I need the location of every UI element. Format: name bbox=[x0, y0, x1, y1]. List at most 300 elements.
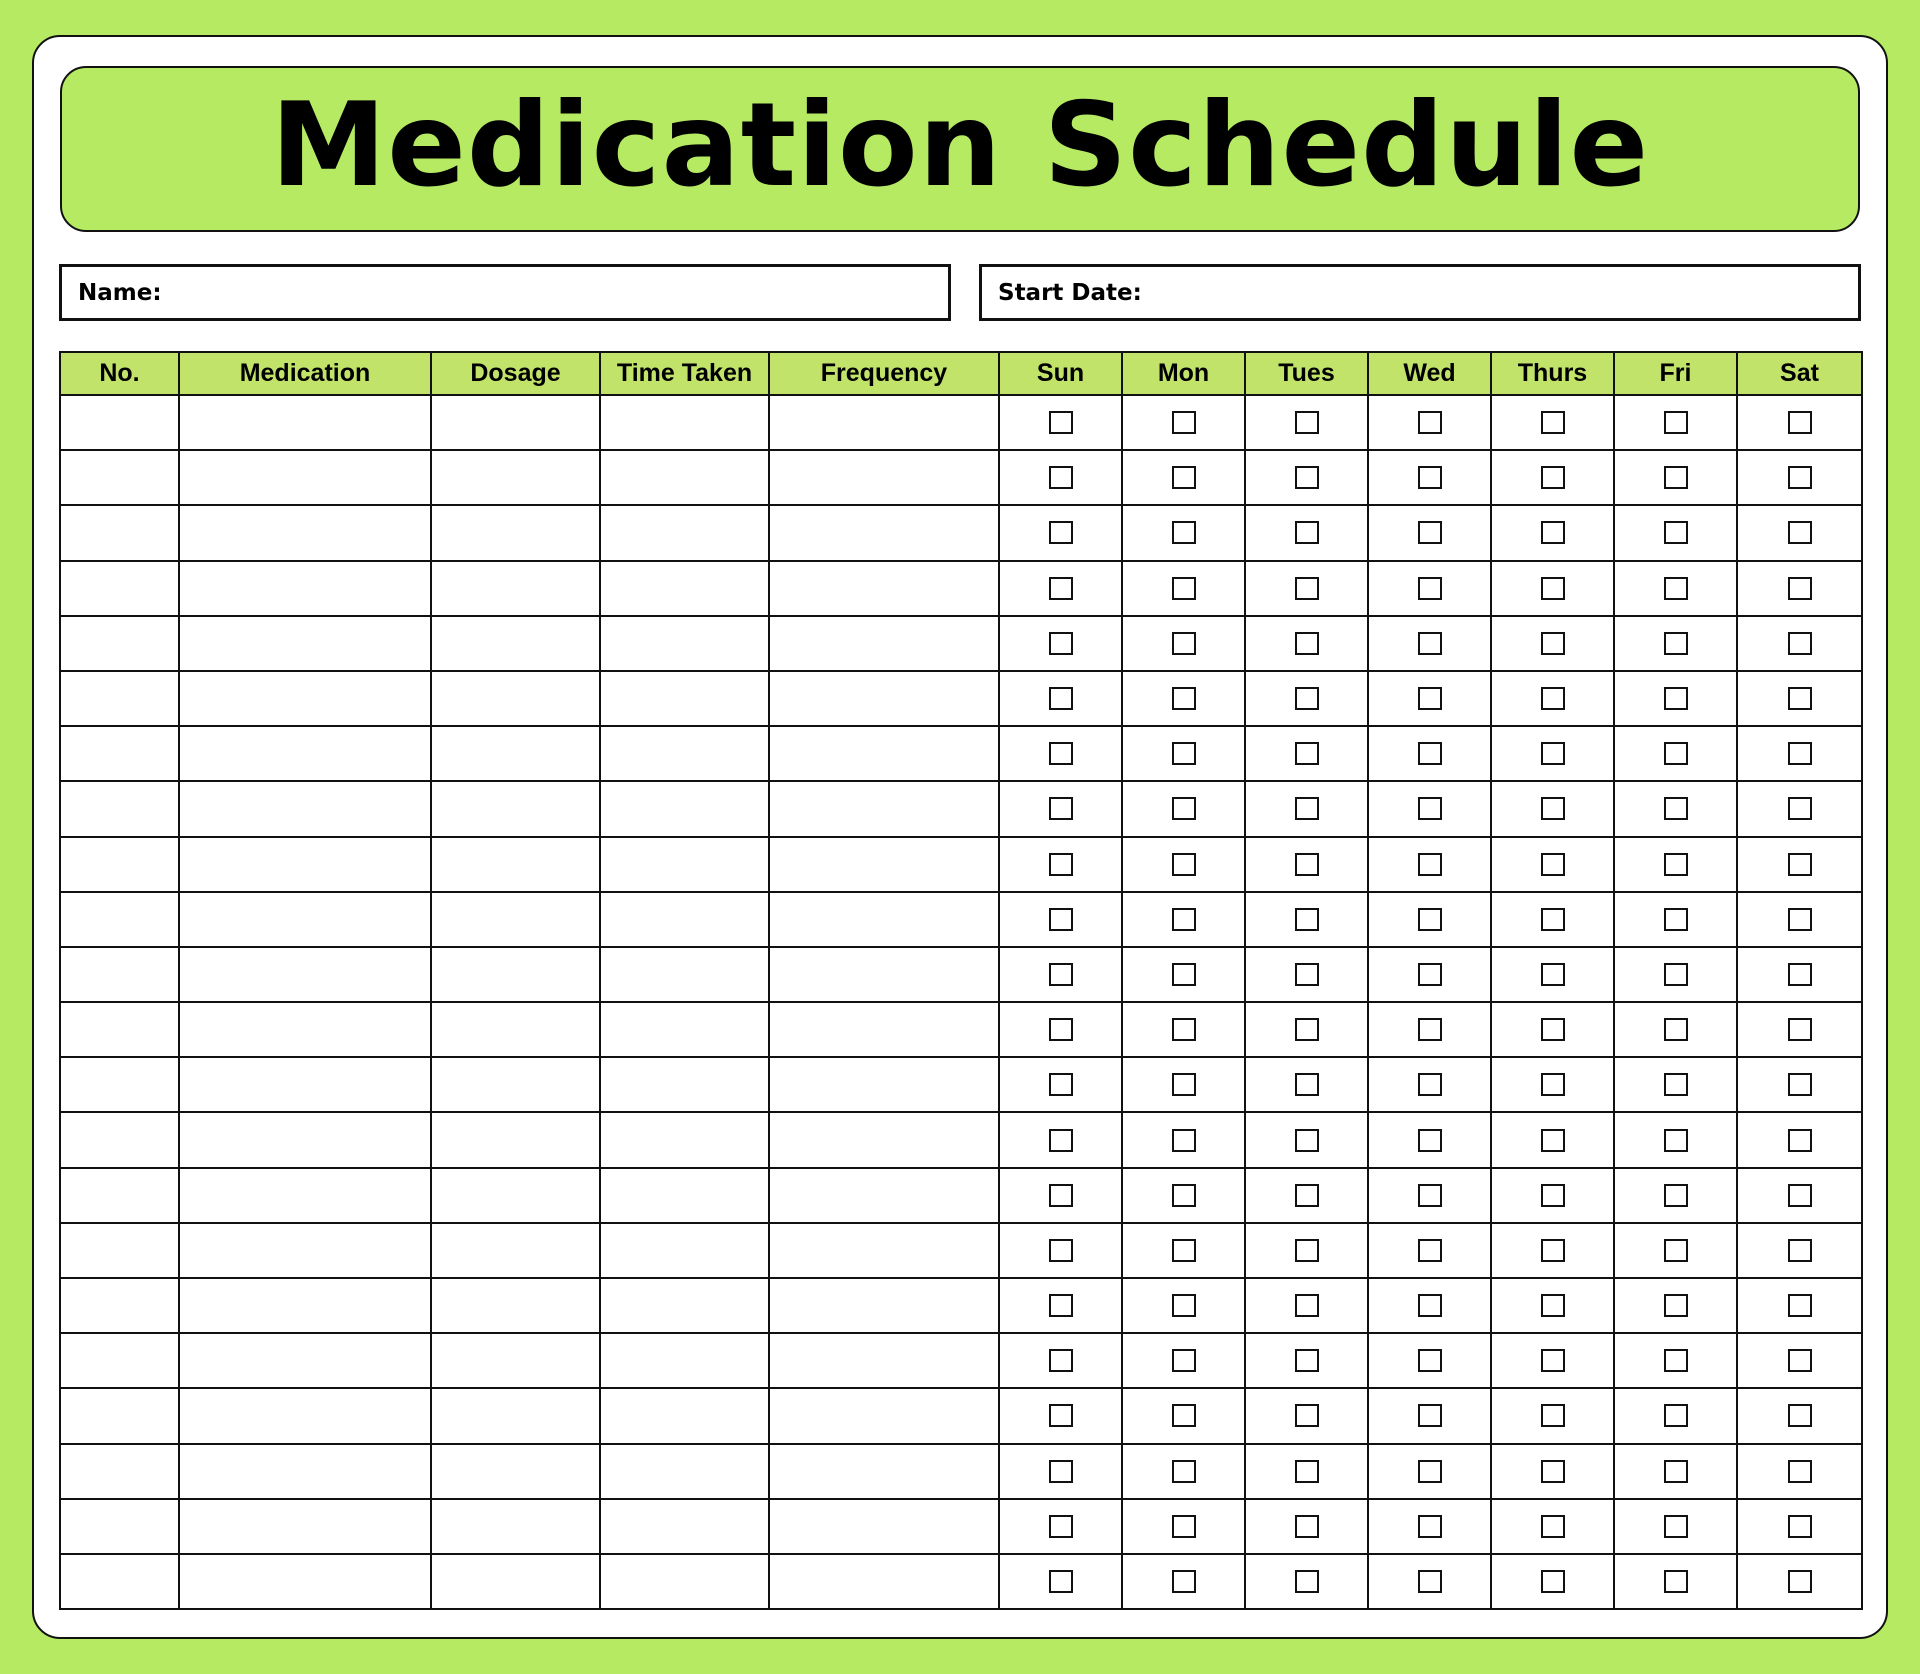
checkbox-fri[interactable] bbox=[1664, 1349, 1688, 1372]
checkbox-sat[interactable] bbox=[1788, 1294, 1812, 1317]
cell-medication[interactable] bbox=[179, 1499, 431, 1554]
checkbox-sun[interactable] bbox=[1049, 577, 1073, 600]
cell-time-taken[interactable] bbox=[600, 1223, 769, 1278]
cell-tues bbox=[1245, 947, 1368, 1002]
checkbox-sat[interactable] bbox=[1788, 1018, 1812, 1041]
cell-medication[interactable] bbox=[179, 1057, 431, 1112]
cell-dosage[interactable] bbox=[431, 1168, 600, 1223]
cell-no[interactable] bbox=[60, 1388, 179, 1443]
cell-time-taken[interactable] bbox=[600, 1499, 769, 1554]
cell-thurs bbox=[1491, 671, 1614, 726]
name-input[interactable] bbox=[162, 266, 948, 319]
cell-frequency[interactable] bbox=[769, 505, 999, 560]
checkbox-wed[interactable] bbox=[1418, 521, 1442, 544]
checkbox-fri[interactable] bbox=[1664, 963, 1688, 986]
cell-sat bbox=[1737, 1499, 1862, 1554]
checkbox-wed[interactable] bbox=[1418, 742, 1442, 765]
checkbox-fri[interactable] bbox=[1664, 1073, 1688, 1096]
checkbox-tues[interactable] bbox=[1295, 853, 1319, 876]
checkbox-tues[interactable] bbox=[1295, 1129, 1319, 1152]
checkbox-sat[interactable] bbox=[1788, 577, 1812, 600]
cell-time-taken[interactable] bbox=[600, 395, 769, 450]
checkbox-wed[interactable] bbox=[1418, 687, 1442, 710]
cell-dosage[interactable] bbox=[431, 726, 600, 781]
checkbox-fri[interactable] bbox=[1664, 466, 1688, 489]
checkbox-thurs[interactable] bbox=[1541, 853, 1565, 876]
checkbox-thurs[interactable] bbox=[1541, 1018, 1565, 1041]
cell-no[interactable] bbox=[60, 892, 179, 947]
checkbox-mon[interactable] bbox=[1172, 1349, 1196, 1372]
checkbox-sat[interactable] bbox=[1788, 687, 1812, 710]
checkbox-tues[interactable] bbox=[1295, 1294, 1319, 1317]
checkbox-tues[interactable] bbox=[1295, 797, 1319, 820]
checkbox-tues[interactable] bbox=[1295, 742, 1319, 765]
cell-medication[interactable] bbox=[179, 837, 431, 892]
cell-time-taken[interactable] bbox=[600, 1333, 769, 1388]
checkbox-sat[interactable] bbox=[1788, 411, 1812, 434]
checkbox-wed[interactable] bbox=[1418, 411, 1442, 434]
checkbox-wed[interactable] bbox=[1418, 853, 1442, 876]
checkbox-tues[interactable] bbox=[1295, 521, 1319, 544]
checkbox-wed[interactable] bbox=[1418, 1184, 1442, 1207]
cell-no[interactable] bbox=[60, 561, 179, 616]
checkbox-fri[interactable] bbox=[1664, 577, 1688, 600]
cell-medication[interactable] bbox=[179, 1333, 431, 1388]
checkbox-wed[interactable] bbox=[1418, 466, 1442, 489]
cell-fri bbox=[1614, 616, 1737, 671]
cell-no[interactable] bbox=[60, 616, 179, 671]
cell-dosage[interactable] bbox=[431, 1002, 600, 1057]
checkbox-sun[interactable] bbox=[1049, 1018, 1073, 1041]
checkbox-thurs[interactable] bbox=[1541, 687, 1565, 710]
cell-time-taken[interactable] bbox=[600, 781, 769, 836]
checkbox-sun[interactable] bbox=[1049, 1515, 1073, 1538]
checkbox-mon[interactable] bbox=[1172, 853, 1196, 876]
cell-sat bbox=[1737, 1388, 1862, 1443]
checkbox-sun[interactable] bbox=[1049, 411, 1073, 434]
cell-dosage[interactable] bbox=[431, 395, 600, 450]
checkbox-tues[interactable] bbox=[1295, 1460, 1319, 1483]
cell-fri bbox=[1614, 561, 1737, 616]
checkbox-sat[interactable] bbox=[1788, 1073, 1812, 1096]
cell-no[interactable] bbox=[60, 947, 179, 1002]
cell-dosage[interactable] bbox=[431, 781, 600, 836]
start-date-field[interactable] bbox=[979, 264, 1861, 321]
checkbox-sun[interactable] bbox=[1049, 1349, 1073, 1372]
cell-no[interactable] bbox=[60, 1223, 179, 1278]
cell-frequency[interactable] bbox=[769, 1333, 999, 1388]
cell-medication[interactable] bbox=[179, 1223, 431, 1278]
cell-time-taken[interactable] bbox=[600, 1388, 769, 1443]
checkbox-sun[interactable] bbox=[1049, 963, 1073, 986]
cell-sat bbox=[1737, 1112, 1862, 1167]
cell-no[interactable] bbox=[60, 395, 179, 450]
checkbox-sat[interactable] bbox=[1788, 1129, 1812, 1152]
checkbox-fri[interactable] bbox=[1664, 1515, 1688, 1538]
checkbox-tues[interactable] bbox=[1295, 632, 1319, 655]
cell-time-taken[interactable] bbox=[600, 1444, 769, 1499]
checkbox-sat[interactable] bbox=[1788, 963, 1812, 986]
checkbox-mon[interactable] bbox=[1172, 577, 1196, 600]
cell-sat bbox=[1737, 892, 1862, 947]
cell-sun bbox=[999, 1223, 1122, 1278]
cell-mon bbox=[1122, 1499, 1245, 1554]
cell-mon bbox=[1122, 561, 1245, 616]
checkbox-sun[interactable] bbox=[1049, 1570, 1073, 1593]
checkbox-thurs[interactable] bbox=[1541, 411, 1565, 434]
cell-thurs bbox=[1491, 1444, 1614, 1499]
checkbox-mon[interactable] bbox=[1172, 1018, 1196, 1041]
cell-no[interactable] bbox=[60, 1499, 179, 1554]
checkbox-mon[interactable] bbox=[1172, 742, 1196, 765]
checkbox-sat[interactable] bbox=[1788, 742, 1812, 765]
checkbox-mon[interactable] bbox=[1172, 632, 1196, 655]
checkbox-mon[interactable] bbox=[1172, 687, 1196, 710]
checkbox-mon[interactable] bbox=[1172, 1294, 1196, 1317]
checkbox-sat[interactable] bbox=[1788, 1570, 1812, 1593]
checkbox-wed[interactable] bbox=[1418, 963, 1442, 986]
checkbox-sun[interactable] bbox=[1049, 687, 1073, 710]
checkbox-sun[interactable] bbox=[1049, 521, 1073, 544]
cell-no[interactable] bbox=[60, 1444, 179, 1499]
cell-medication[interactable] bbox=[179, 616, 431, 671]
checkbox-mon[interactable] bbox=[1172, 1515, 1196, 1538]
cell-time-taken[interactable] bbox=[600, 561, 769, 616]
checkbox-sun[interactable] bbox=[1049, 1239, 1073, 1262]
cell-tues bbox=[1245, 505, 1368, 560]
cell-medication[interactable] bbox=[179, 1168, 431, 1223]
checkbox-fri[interactable] bbox=[1664, 1404, 1688, 1427]
checkbox-sun[interactable] bbox=[1049, 466, 1073, 489]
cell-wed bbox=[1368, 1499, 1491, 1554]
checkbox-wed[interactable] bbox=[1418, 797, 1442, 820]
cell-frequency[interactable] bbox=[769, 450, 999, 505]
cell-frequency[interactable] bbox=[769, 616, 999, 671]
checkbox-fri[interactable] bbox=[1664, 1570, 1688, 1593]
cell-no[interactable] bbox=[60, 1112, 179, 1167]
cell-dosage[interactable] bbox=[431, 616, 600, 671]
cell-time-taken[interactable] bbox=[600, 1554, 769, 1609]
checkbox-tues[interactable] bbox=[1295, 1018, 1319, 1041]
cell-medication[interactable] bbox=[179, 505, 431, 560]
cell-frequency[interactable] bbox=[769, 1112, 999, 1167]
cell-mon bbox=[1122, 450, 1245, 505]
checkbox-wed[interactable] bbox=[1418, 1129, 1442, 1152]
col-header-medication: Medication bbox=[179, 352, 431, 395]
cell-frequency[interactable] bbox=[769, 1168, 999, 1223]
cell-thurs bbox=[1491, 947, 1614, 1002]
checkbox-tues[interactable] bbox=[1295, 466, 1319, 489]
checkbox-thurs[interactable] bbox=[1541, 1184, 1565, 1207]
cell-dosage[interactable] bbox=[431, 1057, 600, 1112]
checkbox-tues[interactable] bbox=[1295, 1570, 1319, 1593]
cell-frequency[interactable] bbox=[769, 781, 999, 836]
checkbox-sat[interactable] bbox=[1788, 521, 1812, 544]
cell-frequency[interactable] bbox=[769, 395, 999, 450]
cell-dosage[interactable] bbox=[431, 671, 600, 726]
cell-time-taken[interactable] bbox=[600, 837, 769, 892]
checkbox-thurs[interactable] bbox=[1541, 577, 1565, 600]
cell-medication[interactable] bbox=[179, 1002, 431, 1057]
cell-medication[interactable] bbox=[179, 671, 431, 726]
checkbox-mon[interactable] bbox=[1172, 521, 1196, 544]
cell-thurs bbox=[1491, 1223, 1614, 1278]
cell-dosage[interactable] bbox=[431, 1444, 600, 1499]
checkbox-wed[interactable] bbox=[1418, 1404, 1442, 1427]
cell-dosage[interactable] bbox=[431, 947, 600, 1002]
cell-frequency[interactable] bbox=[769, 1278, 999, 1333]
cell-frequency[interactable] bbox=[769, 726, 999, 781]
checkbox-fri[interactable] bbox=[1664, 1018, 1688, 1041]
cell-sun bbox=[999, 1002, 1122, 1057]
checkbox-thurs[interactable] bbox=[1541, 1239, 1565, 1262]
checkbox-sun[interactable] bbox=[1049, 1073, 1073, 1096]
checkbox-wed[interactable] bbox=[1418, 632, 1442, 655]
checkbox-fri[interactable] bbox=[1664, 742, 1688, 765]
cell-dosage[interactable] bbox=[431, 1554, 600, 1609]
checkbox-mon[interactable] bbox=[1172, 411, 1196, 434]
cell-frequency[interactable] bbox=[769, 1002, 999, 1057]
cell-medication[interactable] bbox=[179, 781, 431, 836]
cell-medication[interactable] bbox=[179, 947, 431, 1002]
checkbox-mon[interactable] bbox=[1172, 908, 1196, 931]
cell-time-taken[interactable] bbox=[600, 505, 769, 560]
cell-thurs bbox=[1491, 1554, 1614, 1609]
cell-fri bbox=[1614, 1223, 1737, 1278]
cell-thurs bbox=[1491, 1333, 1614, 1388]
checkbox-thurs[interactable] bbox=[1541, 1460, 1565, 1483]
checkbox-fri[interactable] bbox=[1664, 1184, 1688, 1207]
cell-frequency[interactable] bbox=[769, 1223, 999, 1278]
cell-dosage[interactable] bbox=[431, 561, 600, 616]
checkbox-fri[interactable] bbox=[1664, 632, 1688, 655]
cell-no[interactable] bbox=[60, 781, 179, 836]
checkbox-tues[interactable] bbox=[1295, 1404, 1319, 1427]
checkbox-tues[interactable] bbox=[1295, 1349, 1319, 1372]
checkbox-tues[interactable] bbox=[1295, 1239, 1319, 1262]
cell-no[interactable] bbox=[60, 1278, 179, 1333]
cell-no[interactable] bbox=[60, 726, 179, 781]
cell-frequency[interactable] bbox=[769, 1444, 999, 1499]
checkbox-sun[interactable] bbox=[1049, 1460, 1073, 1483]
checkbox-thurs[interactable] bbox=[1541, 963, 1565, 986]
checkbox-mon[interactable] bbox=[1172, 466, 1196, 489]
cell-medication[interactable] bbox=[179, 1444, 431, 1499]
cell-time-taken[interactable] bbox=[600, 1002, 769, 1057]
checkbox-sat[interactable] bbox=[1788, 1460, 1812, 1483]
cell-frequency[interactable] bbox=[769, 561, 999, 616]
checkbox-sun[interactable] bbox=[1049, 908, 1073, 931]
checkbox-fri[interactable] bbox=[1664, 1239, 1688, 1262]
cell-frequency[interactable] bbox=[769, 671, 999, 726]
cell-medication[interactable] bbox=[179, 395, 431, 450]
cell-dosage[interactable] bbox=[431, 450, 600, 505]
checkbox-tues[interactable] bbox=[1295, 577, 1319, 600]
name-field[interactable] bbox=[59, 264, 951, 321]
cell-sat bbox=[1737, 450, 1862, 505]
checkbox-sun[interactable] bbox=[1049, 797, 1073, 820]
checkbox-fri[interactable] bbox=[1664, 1460, 1688, 1483]
cell-dosage[interactable] bbox=[431, 1112, 600, 1167]
checkbox-tues[interactable] bbox=[1295, 1073, 1319, 1096]
checkbox-mon[interactable] bbox=[1172, 1570, 1196, 1593]
checkbox-thurs[interactable] bbox=[1541, 908, 1565, 931]
checkbox-sun[interactable] bbox=[1049, 1294, 1073, 1317]
checkbox-thurs[interactable] bbox=[1541, 797, 1565, 820]
checkbox-thurs[interactable] bbox=[1541, 1294, 1565, 1317]
checkbox-sat[interactable] bbox=[1788, 853, 1812, 876]
cell-no[interactable] bbox=[60, 1168, 179, 1223]
cell-frequency[interactable] bbox=[769, 892, 999, 947]
checkbox-tues[interactable] bbox=[1295, 1184, 1319, 1207]
checkbox-mon[interactable] bbox=[1172, 1404, 1196, 1427]
checkbox-sun[interactable] bbox=[1049, 853, 1073, 876]
cell-thurs bbox=[1491, 1388, 1614, 1443]
checkbox-wed[interactable] bbox=[1418, 1073, 1442, 1096]
start-date-input[interactable] bbox=[1142, 266, 1858, 319]
checkbox-mon[interactable] bbox=[1172, 1184, 1196, 1207]
cell-time-taken[interactable] bbox=[600, 1168, 769, 1223]
cell-time-taken[interactable] bbox=[600, 726, 769, 781]
checkbox-sat[interactable] bbox=[1788, 1349, 1812, 1372]
cell-no[interactable] bbox=[60, 837, 179, 892]
cell-dosage[interactable] bbox=[431, 1278, 600, 1333]
cell-medication[interactable] bbox=[179, 1278, 431, 1333]
cell-no[interactable] bbox=[60, 1057, 179, 1112]
checkbox-sun[interactable] bbox=[1049, 1129, 1073, 1152]
checkbox-mon[interactable] bbox=[1172, 1460, 1196, 1483]
checkbox-thurs[interactable] bbox=[1541, 1515, 1565, 1538]
checkbox-sat[interactable] bbox=[1788, 1515, 1812, 1538]
cell-no[interactable] bbox=[60, 450, 179, 505]
cell-frequency[interactable] bbox=[769, 1554, 999, 1609]
cell-thurs bbox=[1491, 1499, 1614, 1554]
cell-frequency[interactable] bbox=[769, 837, 999, 892]
checkbox-fri[interactable] bbox=[1664, 1294, 1688, 1317]
checkbox-wed[interactable] bbox=[1418, 1570, 1442, 1593]
checkbox-fri[interactable] bbox=[1664, 908, 1688, 931]
checkbox-thurs[interactable] bbox=[1541, 1129, 1565, 1152]
checkbox-thurs[interactable] bbox=[1541, 1349, 1565, 1372]
checkbox-sat[interactable] bbox=[1788, 1404, 1812, 1427]
checkbox-sun[interactable] bbox=[1049, 742, 1073, 765]
cell-dosage[interactable] bbox=[431, 1388, 600, 1443]
checkbox-fri[interactable] bbox=[1664, 521, 1688, 544]
checkbox-tues[interactable] bbox=[1295, 411, 1319, 434]
checkbox-wed[interactable] bbox=[1418, 1294, 1442, 1317]
checkbox-mon[interactable] bbox=[1172, 1129, 1196, 1152]
cell-time-taken[interactable] bbox=[600, 1278, 769, 1333]
cell-no[interactable] bbox=[60, 1554, 179, 1609]
checkbox-tues[interactable] bbox=[1295, 1515, 1319, 1538]
checkbox-thurs[interactable] bbox=[1541, 1073, 1565, 1096]
checkbox-tues[interactable] bbox=[1295, 963, 1319, 986]
checkbox-sat[interactable] bbox=[1788, 466, 1812, 489]
cell-dosage[interactable] bbox=[431, 1499, 600, 1554]
checkbox-fri[interactable] bbox=[1664, 687, 1688, 710]
checkbox-mon[interactable] bbox=[1172, 963, 1196, 986]
cell-time-taken[interactable] bbox=[600, 892, 769, 947]
cell-no[interactable] bbox=[60, 671, 179, 726]
checkbox-wed[interactable] bbox=[1418, 1460, 1442, 1483]
cell-no[interactable] bbox=[60, 1333, 179, 1388]
table-row bbox=[60, 1223, 1862, 1278]
cell-dosage[interactable] bbox=[431, 1333, 600, 1388]
cell-frequency[interactable] bbox=[769, 947, 999, 1002]
cell-time-taken[interactable] bbox=[600, 671, 769, 726]
cell-thurs bbox=[1491, 1278, 1614, 1333]
cell-dosage[interactable] bbox=[431, 892, 600, 947]
checkbox-thurs[interactable] bbox=[1541, 742, 1565, 765]
checkbox-mon[interactable] bbox=[1172, 797, 1196, 820]
cell-time-taken[interactable] bbox=[600, 1057, 769, 1112]
checkbox-sat[interactable] bbox=[1788, 908, 1812, 931]
checkbox-fri[interactable] bbox=[1664, 1129, 1688, 1152]
checkbox-mon[interactable] bbox=[1172, 1239, 1196, 1262]
cell-medication[interactable] bbox=[179, 1554, 431, 1609]
col-header-dosage: Dosage bbox=[431, 352, 600, 395]
checkbox-sat[interactable] bbox=[1788, 632, 1812, 655]
checkbox-wed[interactable] bbox=[1418, 1515, 1442, 1538]
checkbox-mon[interactable] bbox=[1172, 1073, 1196, 1096]
cell-wed bbox=[1368, 947, 1491, 1002]
checkbox-wed[interactable] bbox=[1418, 1239, 1442, 1262]
checkbox-fri[interactable] bbox=[1664, 411, 1688, 434]
cell-time-taken[interactable] bbox=[600, 616, 769, 671]
checkbox-thurs[interactable] bbox=[1541, 1570, 1565, 1593]
cell-dosage[interactable] bbox=[431, 837, 600, 892]
cell-medication[interactable] bbox=[179, 561, 431, 616]
checkbox-tues[interactable] bbox=[1295, 687, 1319, 710]
cell-no[interactable] bbox=[60, 505, 179, 560]
cell-dosage[interactable] bbox=[431, 1223, 600, 1278]
cell-time-taken[interactable] bbox=[600, 1112, 769, 1167]
cell-frequency[interactable] bbox=[769, 1057, 999, 1112]
cell-dosage[interactable] bbox=[431, 505, 600, 560]
cell-time-taken[interactable] bbox=[600, 947, 769, 1002]
checkbox-wed[interactable] bbox=[1418, 908, 1442, 931]
cell-medication[interactable] bbox=[179, 1112, 431, 1167]
cell-sun bbox=[999, 1112, 1122, 1167]
checkbox-sun[interactable] bbox=[1049, 1184, 1073, 1207]
checkbox-sun[interactable] bbox=[1049, 1404, 1073, 1427]
checkbox-sat[interactable] bbox=[1788, 1184, 1812, 1207]
checkbox-thurs[interactable] bbox=[1541, 521, 1565, 544]
checkbox-thurs[interactable] bbox=[1541, 632, 1565, 655]
checkbox-wed[interactable] bbox=[1418, 1349, 1442, 1372]
cell-wed bbox=[1368, 781, 1491, 836]
cell-frequency[interactable] bbox=[769, 1499, 999, 1554]
checkbox-sun[interactable] bbox=[1049, 632, 1073, 655]
cell-mon bbox=[1122, 1057, 1245, 1112]
cell-medication[interactable] bbox=[179, 1388, 431, 1443]
cell-no[interactable] bbox=[60, 1002, 179, 1057]
cell-frequency[interactable] bbox=[769, 1388, 999, 1443]
checkbox-tues[interactable] bbox=[1295, 908, 1319, 931]
checkbox-fri[interactable] bbox=[1664, 853, 1688, 876]
cell-medication[interactable] bbox=[179, 892, 431, 947]
checkbox-thurs[interactable] bbox=[1541, 466, 1565, 489]
checkbox-wed[interactable] bbox=[1418, 1018, 1442, 1041]
cell-medication[interactable] bbox=[179, 726, 431, 781]
checkbox-sat[interactable] bbox=[1788, 797, 1812, 820]
checkbox-fri[interactable] bbox=[1664, 797, 1688, 820]
checkbox-sat[interactable] bbox=[1788, 1239, 1812, 1262]
checkbox-thurs[interactable] bbox=[1541, 1404, 1565, 1427]
cell-time-taken[interactable] bbox=[600, 450, 769, 505]
checkbox-wed[interactable] bbox=[1418, 577, 1442, 600]
cell-medication[interactable] bbox=[179, 450, 431, 505]
